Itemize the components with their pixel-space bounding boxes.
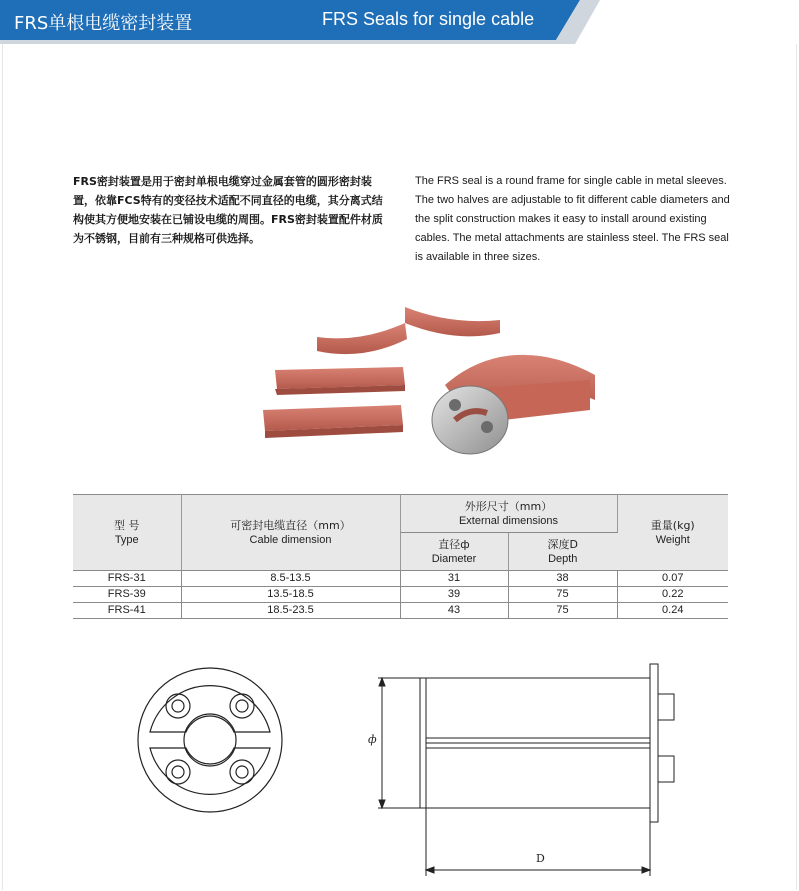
col-header-depth [508,533,617,571]
cell-weight: 0.22 [617,587,728,603]
title-en: FRS Seals for single cable [322,9,535,29]
cell-weight: 0.24 [617,603,728,619]
type-header-en: Type [114,533,139,546]
cell-diameter: 39 [400,587,508,603]
cell-type: FRS-39 [73,587,181,603]
diameter-dim-label: ф [368,733,377,746]
cell-depth: 38 [508,571,617,587]
header-banner [0,0,600,44]
cell-cable: 13.5-18.5 [181,587,400,603]
front-view-drawing [130,660,290,820]
cable-header-en: Cable dimension [249,533,332,546]
cell-diameter: 43 [400,603,508,619]
weight-header-cn: 重量(kg) [650,518,695,532]
weight-header-en: Weight [655,533,690,546]
col-header-type [73,495,181,571]
side-view-drawing [360,650,700,880]
cell-cable: 8.5-13.5 [181,571,400,587]
cell-type: FRS-31 [73,571,181,587]
col-header-external [400,495,617,533]
external-header-en: External dimensions [458,514,559,527]
cell-weight: 0.07 [617,571,728,587]
depth-header-en: Depth [548,552,578,565]
diameter-header-cn: 直径ф [438,537,470,551]
cell-cable: 18.5-23.5 [181,603,400,619]
title-cn: FRS单根电缆密封装置 [14,13,193,34]
type-header-cn: 型 号 [114,518,140,532]
col-header-diameter [400,533,508,571]
intro-text-cn: FRS密封装置是用于密封单根电缆穿过金属套管的圆形密封装置，依靠FCS特有的变径技术适配不同直径的电缆，其分离式结构使其方便地安装在已铺设电缆的周围。FRS密封装置配件材质为不锈钢，目前有三种规格可供选择。 [73,175,383,245]
depth-header-cn: 深度D [547,537,578,551]
intro-text-en: The FRS seal is a round frame for single cable in metal sleeves. The two halves are adjustable to fit different cable diameters and the split construction makes it easy to install around existing cables. The metal attachments are stainless steel. The FRS seal is available in three sizes. [415,175,730,263]
cell-depth: 75 [508,603,617,619]
table-row [73,571,728,587]
cell-depth: 75 [508,587,617,603]
cable-header-cn: 可密封电缆直径（mm） [230,518,351,532]
cell-type: FRS-41 [73,603,181,619]
external-header-cn: 外形尺寸（mm） [464,499,553,513]
diameter-header-en: Diameter [431,552,477,565]
col-header-weight [617,495,728,571]
product-photo [255,295,605,470]
table-row [73,587,728,603]
table-row [73,603,728,619]
depth-dim-label: D [536,852,545,865]
spec-table [73,494,728,619]
col-header-cable [181,495,400,571]
cell-diameter: 31 [400,571,508,587]
